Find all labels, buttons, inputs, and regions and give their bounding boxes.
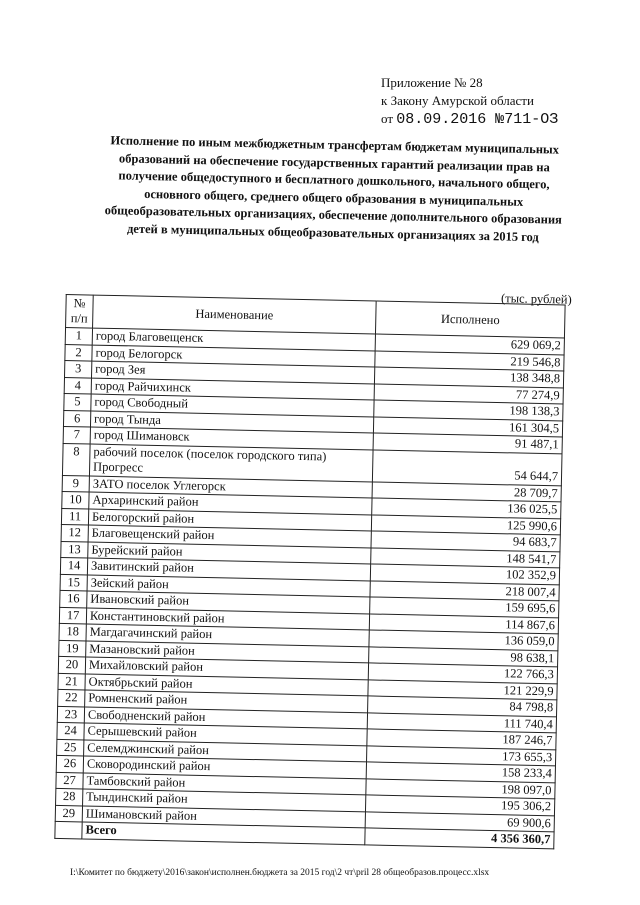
row-number: 22 (58, 689, 85, 706)
row-number: 2 (65, 344, 92, 361)
row-value: 77 274,9 (374, 383, 563, 403)
file-path-footer: I:\Комитет по бюджету\2016\закон\исполнен.бюджета за 2015 год\2 чт\pril 28 общеобразов.процесс.xlsx (70, 868, 490, 878)
appendix-date-prefix: от (381, 111, 397, 126)
row-number: 13 (61, 541, 88, 558)
row-name: Зейский район (87, 575, 370, 597)
row-name: Серышевский район (84, 723, 367, 745)
row-value: 195 306,2 (365, 795, 554, 815)
row-value: 69 900,6 (365, 811, 554, 831)
header-name: Наименование (93, 295, 377, 334)
row-number: 14 (60, 557, 87, 574)
row-name: Свободненский район (84, 706, 367, 728)
row-name: город Райчихинск (91, 378, 374, 400)
row-value: 198 097,0 (366, 778, 555, 798)
row-value: 91 487,1 (373, 433, 562, 453)
row-number: 28 (56, 788, 83, 805)
row-value: 187 246,7 (367, 729, 556, 749)
row-number: 29 (55, 805, 82, 822)
execution-table-block (54, 282, 574, 849)
row-name: город Шимановск (90, 427, 373, 449)
row-name: Мазановский район (86, 640, 369, 662)
row-value: 111 740,4 (367, 712, 556, 732)
row-value: 102 352,9 (370, 564, 559, 584)
row-value: 28 709,7 (372, 481, 561, 501)
row-number: 9 (62, 475, 89, 492)
row-number: 15 (60, 574, 87, 591)
row-name: Архаринский район (89, 492, 372, 514)
header-value: Исполнено (375, 301, 565, 338)
row-value: 161 304,5 (373, 416, 562, 436)
row-number: 23 (57, 706, 84, 723)
row-value: 148 541,7 (371, 547, 560, 567)
row-number: 26 (56, 755, 83, 772)
row-value: 173 655,3 (367, 745, 556, 765)
row-number: 1 (65, 328, 92, 345)
execution-table (54, 294, 565, 849)
row-value: 198 138,3 (374, 400, 563, 420)
row-number: 21 (58, 673, 85, 690)
units-label: (тыс. рублей) (500, 291, 572, 307)
row-number: 5 (64, 393, 91, 410)
row-value: 138 348,8 (374, 367, 563, 387)
row-name: город Белогорск (92, 345, 375, 367)
row-value: 125 990,6 (371, 514, 560, 534)
row-value: 629 069,2 (375, 334, 564, 354)
total-label: Всего (82, 822, 365, 844)
row-value: 114 867,6 (369, 613, 558, 633)
table-body (55, 328, 564, 832)
row-number: 10 (62, 491, 89, 508)
header-num: № п/п (66, 295, 94, 329)
row-name: Шимановский район (82, 805, 365, 827)
appendix-date (381, 110, 558, 129)
row-number: 11 (61, 508, 88, 525)
row-number: 18 (59, 623, 86, 640)
row-name: город Зея (92, 361, 375, 383)
row-value: 158 233,4 (366, 762, 555, 782)
row-name: Ивановский район (87, 591, 370, 613)
row-name: Октябрьский район (85, 673, 368, 695)
row-name: Сковородинский район (83, 756, 366, 778)
row-name: город Тында (90, 411, 373, 433)
row-value: 136 059,0 (369, 630, 558, 650)
row-name: ЗАТО поселок Углегорск (89, 476, 372, 498)
row-name: город Свободный (91, 394, 374, 416)
row-name: Белогорский район (88, 509, 371, 531)
row-number: 8 (62, 443, 90, 476)
row-name: Завитинский район (87, 558, 370, 580)
row-name: рабочий поселок (поселок городского типа) Прогресс (89, 444, 373, 482)
appendix-number: Приложение № 28 (381, 75, 483, 90)
appendix-block (381, 74, 558, 129)
row-value: 219 546,8 (375, 350, 564, 370)
row-name: Бурейский район (88, 542, 371, 564)
row-number: 20 (58, 656, 85, 673)
row-name: Константиновский район (86, 608, 369, 630)
row-value: 218 007,4 (370, 580, 559, 600)
row-number: 12 (61, 524, 88, 541)
row-name: Тындинский район (83, 789, 366, 811)
law-number: 08.09.2016 №711-ОЗ (396, 111, 559, 128)
row-value: 122 766,3 (368, 663, 557, 683)
row-number: 7 (63, 426, 90, 443)
total-num (55, 821, 82, 838)
appendix-law: к Закону Амурской области (381, 93, 534, 108)
row-name: Ромненский район (85, 690, 368, 712)
row-number: 3 (65, 360, 92, 377)
row-value: 159 695,6 (370, 597, 559, 617)
row-name: Тамбовский район (83, 772, 366, 794)
row-name: Магдагачинский район (86, 624, 369, 646)
row-name: город Благовещенск (92, 328, 375, 350)
row-value: 121 229,9 (368, 679, 557, 699)
row-number: 27 (56, 772, 83, 789)
row-value: 94 683,7 (371, 531, 560, 551)
row-value: 54 644,7 (372, 449, 562, 485)
row-number: 17 (59, 607, 86, 624)
row-value: 98 638,1 (369, 646, 558, 666)
row-name: Михайловский район (85, 657, 368, 679)
row-number: 6 (63, 410, 90, 427)
row-value: 136 025,5 (372, 498, 561, 518)
row-name: Селемджинский район (84, 739, 367, 761)
document-title: Исполнение по иным межбюджетным трансфертам бюджетам муниципальных образований на обеспечение государственных гарантий реализации прав на получение общедоступного и бесплатного дошкольного, начального общего, основного общего, среднего общего образования в муниципальных общеобразовательных организациях, обеспечение дополнительного образования детей в муниципальных общеобразовательных организациях за 2015 год (104, 133, 563, 244)
row-number: 4 (64, 377, 91, 394)
row-number: 19 (59, 640, 86, 657)
row-number: 24 (57, 722, 84, 739)
row-name: Благовещенский район (88, 525, 371, 547)
row-number: 25 (57, 739, 84, 756)
row-number: 16 (60, 590, 87, 607)
row-value: 84 798,8 (368, 696, 557, 716)
total-value: 4 356 360,7 (365, 828, 554, 848)
